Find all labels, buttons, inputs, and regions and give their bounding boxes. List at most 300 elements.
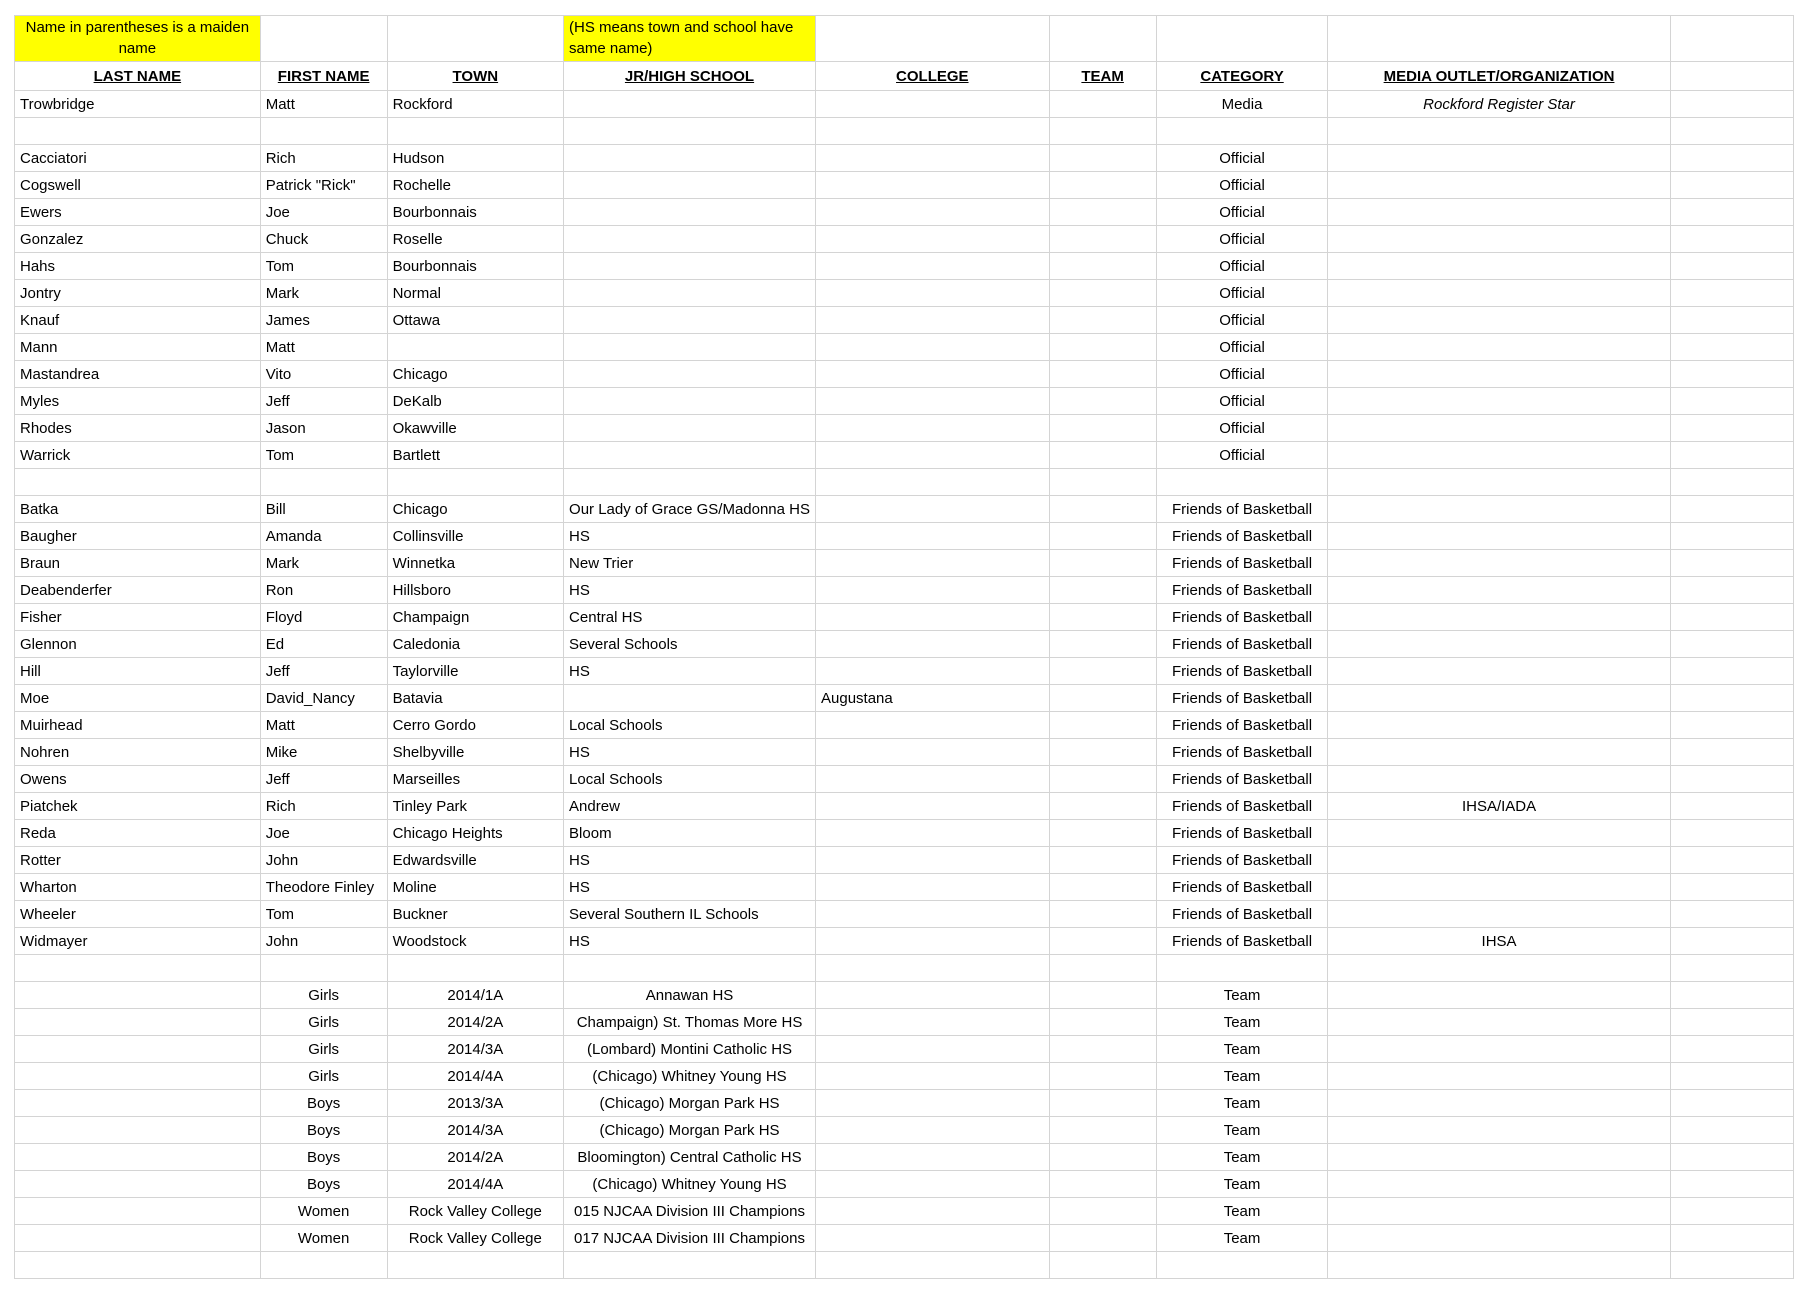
cell-jr-high-school[interactable] [564,955,816,982]
cell-extra[interactable] [1670,1009,1793,1036]
cell-college[interactable]: Augustana [816,685,1050,712]
cell-first-name[interactable]: Women [260,1198,387,1225]
cell-jr-high-school[interactable]: HS [564,874,816,901]
cell-media-outlet-organization[interactable] [1328,982,1670,1009]
cell-category[interactable]: Friends of Basketball [1156,847,1328,874]
cell-first-name[interactable]: Mike [260,739,387,766]
cell-jr-high-school[interactable] [564,334,816,361]
cell-category[interactable]: Friends of Basketball [1156,523,1328,550]
cell-team[interactable] [1049,1198,1156,1225]
cell-town[interactable]: Batavia [387,685,563,712]
cell-category[interactable]: Official [1156,442,1328,469]
cell-extra[interactable] [1670,253,1793,280]
cell-extra[interactable] [1670,1117,1793,1144]
cell-first-name[interactable]: Matt [260,91,387,118]
cell-category[interactable]: Official [1156,415,1328,442]
cell-town[interactable] [387,118,563,145]
cell-team[interactable] [1049,199,1156,226]
cell-jr-high-school[interactable] [564,361,816,388]
cell-jr-high-school[interactable]: HS [564,928,816,955]
cell-first-name[interactable]: Matt [260,712,387,739]
cell-extra[interactable] [1670,928,1793,955]
cell-jr-high-school[interactable]: HS [564,523,816,550]
cell-media-outlet-organization[interactable] [1328,388,1670,415]
cell-extra[interactable] [1670,793,1793,820]
cell-first-name[interactable]: Matt [260,334,387,361]
empty-cell[interactable] [387,16,563,62]
cell-jr-high-school[interactable]: (Chicago) Morgan Park HS [564,1117,816,1144]
cell-college[interactable] [816,1036,1050,1063]
cell-category[interactable]: Friends of Basketball [1156,901,1328,928]
cell-team[interactable] [1049,874,1156,901]
cell-category[interactable]: Friends of Basketball [1156,685,1328,712]
cell-category[interactable]: Friends of Basketball [1156,550,1328,577]
cell-team[interactable] [1049,226,1156,253]
cell-extra[interactable] [1670,388,1793,415]
cell-category[interactable]: Official [1156,199,1328,226]
cell-jr-high-school[interactable] [564,226,816,253]
cell-jr-high-school[interactable]: (Lombard) Montini Catholic HS [564,1036,816,1063]
cell-team[interactable] [1049,1009,1156,1036]
cell-last-name[interactable] [15,1171,261,1198]
cell-extra[interactable] [1670,496,1793,523]
cell-category[interactable]: Friends of Basketball [1156,631,1328,658]
cell-extra[interactable] [1670,820,1793,847]
cell-extra[interactable] [1670,685,1793,712]
cell-college[interactable] [816,739,1050,766]
cell-extra[interactable] [1670,1063,1793,1090]
cell-team[interactable] [1049,361,1156,388]
cell-jr-high-school[interactable] [564,253,816,280]
cell-last-name[interactable]: Baugher [15,523,261,550]
empty-cell[interactable] [1049,16,1156,62]
cell-category[interactable]: Friends of Basketball [1156,874,1328,901]
cell-media-outlet-organization[interactable]: IHSA/IADA [1328,793,1670,820]
cell-extra[interactable] [1670,874,1793,901]
cell-extra[interactable] [1670,442,1793,469]
cell-last-name[interactable]: Gonzalez [15,226,261,253]
cell-jr-high-school[interactable]: 015 NJCAA Division III Champions [564,1198,816,1225]
cell-last-name[interactable]: Glennon [15,631,261,658]
column-header-college[interactable]: COLLEGE [816,62,1050,91]
cell-media-outlet-organization[interactable] [1328,334,1670,361]
cell-jr-high-school[interactable] [564,280,816,307]
cell-extra[interactable] [1670,172,1793,199]
cell-college[interactable] [816,469,1050,496]
cell-college[interactable] [816,1252,1050,1279]
cell-college[interactable] [816,712,1050,739]
cell-jr-high-school[interactable]: (Chicago) Whitney Young HS [564,1063,816,1090]
cell-team[interactable] [1049,712,1156,739]
cell-extra[interactable] [1670,1252,1793,1279]
cell-category[interactable]: Team [1156,1198,1328,1225]
cell-team[interactable] [1049,739,1156,766]
cell-college[interactable] [816,334,1050,361]
cell-town[interactable]: Bourbonnais [387,199,563,226]
cell-category[interactable] [1156,1252,1328,1279]
cell-media-outlet-organization[interactable] [1328,415,1670,442]
cell-jr-high-school[interactable]: HS [564,739,816,766]
cell-category[interactable]: Team [1156,1036,1328,1063]
cell-first-name[interactable]: Boys [260,1117,387,1144]
cell-media-outlet-organization[interactable] [1328,685,1670,712]
cell-team[interactable] [1049,982,1156,1009]
cell-media-outlet-organization[interactable] [1328,1225,1670,1252]
cell-college[interactable] [816,1225,1050,1252]
cell-last-name[interactable]: Muirhead [15,712,261,739]
cell-last-name[interactable] [15,1009,261,1036]
cell-last-name[interactable]: Wharton [15,874,261,901]
cell-first-name[interactable]: Tom [260,442,387,469]
cell-last-name[interactable]: Myles [15,388,261,415]
cell-category[interactable]: Official [1156,334,1328,361]
cell-college[interactable] [816,793,1050,820]
cell-first-name[interactable]: Chuck [260,226,387,253]
cell-first-name[interactable] [260,1252,387,1279]
cell-town[interactable]: 2014/4A [387,1171,563,1198]
cell-media-outlet-organization[interactable] [1328,118,1670,145]
column-header-extra[interactable] [1670,62,1793,91]
cell-first-name[interactable]: John [260,928,387,955]
cell-last-name[interactable]: Mann [15,334,261,361]
column-header-last-name[interactable]: LAST NAME [15,62,261,91]
cell-last-name[interactable] [15,118,261,145]
cell-category[interactable]: Team [1156,1171,1328,1198]
cell-first-name[interactable]: Jeff [260,388,387,415]
cell-category[interactable]: Friends of Basketball [1156,658,1328,685]
cell-last-name[interactable]: Wheeler [15,901,261,928]
cell-extra[interactable] [1670,1036,1793,1063]
cell-last-name[interactable] [15,1225,261,1252]
cell-jr-high-school[interactable]: Local Schools [564,766,816,793]
cell-category[interactable]: Team [1156,1144,1328,1171]
cell-jr-high-school[interactable]: HS [564,577,816,604]
cell-extra[interactable] [1670,1171,1793,1198]
cell-last-name[interactable] [15,1063,261,1090]
cell-team[interactable] [1049,1090,1156,1117]
cell-college[interactable] [816,307,1050,334]
cell-team[interactable] [1049,928,1156,955]
cell-jr-high-school[interactable]: Andrew [564,793,816,820]
empty-cell[interactable] [1328,16,1670,62]
cell-extra[interactable] [1670,361,1793,388]
cell-town[interactable]: Rockford [387,91,563,118]
cell-college[interactable] [816,361,1050,388]
cell-first-name[interactable]: Rich [260,145,387,172]
cell-first-name[interactable]: John [260,847,387,874]
cell-category[interactable]: Team [1156,1090,1328,1117]
cell-extra[interactable] [1670,91,1793,118]
cell-media-outlet-organization[interactable]: Rockford Register Star [1328,91,1670,118]
cell-extra[interactable] [1670,523,1793,550]
cell-college[interactable] [816,901,1050,928]
cell-town[interactable]: Marseilles [387,766,563,793]
cell-college[interactable] [816,550,1050,577]
cell-first-name[interactable]: Mark [260,280,387,307]
cell-college[interactable] [816,172,1050,199]
cell-jr-high-school[interactable] [564,388,816,415]
cell-town[interactable] [387,1252,563,1279]
cell-category[interactable]: Media [1156,91,1328,118]
cell-team[interactable] [1049,388,1156,415]
cell-team[interactable] [1049,685,1156,712]
cell-first-name[interactable]: Mark [260,550,387,577]
cell-extra[interactable] [1670,226,1793,253]
cell-extra[interactable] [1670,334,1793,361]
cell-category[interactable]: Friends of Basketball [1156,766,1328,793]
cell-college[interactable] [816,604,1050,631]
cell-town[interactable]: Tinley Park [387,793,563,820]
cell-first-name[interactable]: Jason [260,415,387,442]
cell-media-outlet-organization[interactable]: IHSA [1328,928,1670,955]
cell-jr-high-school[interactable]: 017 NJCAA Division III Champions [564,1225,816,1252]
cell-jr-high-school[interactable]: Bloomington) Central Catholic HS [564,1144,816,1171]
cell-jr-high-school[interactable]: Our Lady of Grace GS/Madonna HS [564,496,816,523]
cell-last-name[interactable]: Braun [15,550,261,577]
cell-team[interactable] [1049,793,1156,820]
cell-jr-high-school[interactable] [564,307,816,334]
cell-last-name[interactable] [15,1090,261,1117]
cell-last-name[interactable]: Ewers [15,199,261,226]
cell-media-outlet-organization[interactable] [1328,1090,1670,1117]
cell-media-outlet-organization[interactable] [1328,739,1670,766]
cell-last-name[interactable]: Moe [15,685,261,712]
cell-jr-high-school[interactable] [564,1252,816,1279]
cell-media-outlet-organization[interactable] [1328,1117,1670,1144]
cell-town[interactable]: Rochelle [387,172,563,199]
cell-last-name[interactable]: Warrick [15,442,261,469]
cell-category[interactable]: Official [1156,253,1328,280]
cell-last-name[interactable] [15,1144,261,1171]
cell-college[interactable] [816,1063,1050,1090]
cell-media-outlet-organization[interactable] [1328,280,1670,307]
cell-college[interactable] [816,496,1050,523]
cell-last-name[interactable] [15,469,261,496]
cell-town[interactable]: Chicago [387,496,563,523]
cell-first-name[interactable]: Vito [260,361,387,388]
cell-extra[interactable] [1670,658,1793,685]
cell-media-outlet-organization[interactable] [1328,766,1670,793]
cell-college[interactable] [816,280,1050,307]
cell-last-name[interactable]: Cogswell [15,172,261,199]
cell-last-name[interactable] [15,982,261,1009]
cell-college[interactable] [816,820,1050,847]
cell-jr-high-school[interactable] [564,91,816,118]
cell-extra[interactable] [1670,739,1793,766]
cell-town[interactable]: Hudson [387,145,563,172]
cell-first-name[interactable]: Girls [260,1009,387,1036]
cell-college[interactable] [816,145,1050,172]
cell-town[interactable]: Chicago Heights [387,820,563,847]
cell-college[interactable] [816,91,1050,118]
cell-first-name[interactable]: Jeff [260,766,387,793]
cell-first-name[interactable]: Jeff [260,658,387,685]
cell-media-outlet-organization[interactable] [1328,442,1670,469]
cell-extra[interactable] [1670,712,1793,739]
cell-first-name[interactable]: Boys [260,1144,387,1171]
cell-first-name[interactable]: Theodore Finley [260,874,387,901]
cell-town[interactable]: Winnetka [387,550,563,577]
cell-media-outlet-organization[interactable] [1328,550,1670,577]
cell-team[interactable] [1049,766,1156,793]
cell-last-name[interactable]: Nohren [15,739,261,766]
cell-team[interactable] [1049,1144,1156,1171]
cell-first-name[interactable] [260,469,387,496]
cell-category[interactable]: Official [1156,172,1328,199]
cell-team[interactable] [1049,577,1156,604]
cell-team[interactable] [1049,415,1156,442]
column-header-first-name[interactable]: FIRST NAME [260,62,387,91]
cell-team[interactable] [1049,307,1156,334]
cell-last-name[interactable]: Deabenderfer [15,577,261,604]
cell-jr-high-school[interactable] [564,685,816,712]
cell-town[interactable]: Ottawa [387,307,563,334]
cell-town[interactable]: Taylorville [387,658,563,685]
cell-first-name[interactable]: Boys [260,1090,387,1117]
cell-last-name[interactable]: Fisher [15,604,261,631]
cell-media-outlet-organization[interactable] [1328,820,1670,847]
cell-last-name[interactable]: Hahs [15,253,261,280]
cell-town[interactable]: Hillsboro [387,577,563,604]
cell-first-name[interactable]: Amanda [260,523,387,550]
cell-team[interactable] [1049,1171,1156,1198]
cell-media-outlet-organization[interactable] [1328,847,1670,874]
cell-team[interactable] [1049,847,1156,874]
cell-first-name[interactable]: Women [260,1225,387,1252]
cell-college[interactable] [816,631,1050,658]
cell-media-outlet-organization[interactable] [1328,172,1670,199]
cell-media-outlet-organization[interactable] [1328,469,1670,496]
cell-first-name[interactable]: Girls [260,982,387,1009]
cell-extra[interactable] [1670,766,1793,793]
cell-first-name[interactable]: James [260,307,387,334]
cell-extra[interactable] [1670,307,1793,334]
cell-category[interactable]: Team [1156,1225,1328,1252]
cell-team[interactable] [1049,253,1156,280]
cell-jr-high-school[interactable]: HS [564,658,816,685]
cell-team[interactable] [1049,658,1156,685]
cell-college[interactable] [816,658,1050,685]
cell-extra[interactable] [1670,604,1793,631]
cell-team[interactable] [1049,91,1156,118]
cell-town[interactable]: Buckner [387,901,563,928]
cell-last-name[interactable]: Owens [15,766,261,793]
cell-jr-high-school[interactable] [564,415,816,442]
cell-jr-high-school[interactable]: Central HS [564,604,816,631]
cell-last-name[interactable]: Widmayer [15,928,261,955]
cell-extra[interactable] [1670,469,1793,496]
cell-jr-high-school[interactable] [564,469,816,496]
cell-category[interactable] [1156,118,1328,145]
cell-media-outlet-organization[interactable] [1328,361,1670,388]
cell-college[interactable] [816,982,1050,1009]
cell-media-outlet-organization[interactable] [1328,307,1670,334]
cell-first-name[interactable]: Patrick "Rick" [260,172,387,199]
cell-team[interactable] [1049,469,1156,496]
cell-category[interactable]: Friends of Basketball [1156,928,1328,955]
cell-category[interactable]: Official [1156,361,1328,388]
cell-town[interactable]: Roselle [387,226,563,253]
cell-team[interactable] [1049,820,1156,847]
cell-extra[interactable] [1670,1090,1793,1117]
cell-last-name[interactable]: Reda [15,820,261,847]
cell-first-name[interactable] [260,955,387,982]
cell-first-name[interactable]: Floyd [260,604,387,631]
cell-extra[interactable] [1670,280,1793,307]
cell-category[interactable]: Official [1156,226,1328,253]
cell-town[interactable] [387,955,563,982]
cell-team[interactable] [1049,1036,1156,1063]
cell-town[interactable] [387,469,563,496]
cell-jr-high-school[interactable] [564,118,816,145]
cell-college[interactable] [816,577,1050,604]
cell-last-name[interactable]: Trowbridge [15,91,261,118]
cell-town[interactable]: 2014/1A [387,982,563,1009]
cell-college[interactable] [816,226,1050,253]
cell-college[interactable] [816,955,1050,982]
cell-town[interactable]: Normal [387,280,563,307]
cell-team[interactable] [1049,118,1156,145]
cell-town[interactable]: Rock Valley College [387,1198,563,1225]
cell-media-outlet-organization[interactable] [1328,631,1670,658]
cell-jr-high-school[interactable]: Several Southern IL Schools [564,901,816,928]
cell-last-name[interactable]: Piatchek [15,793,261,820]
cell-town[interactable]: Champaign [387,604,563,631]
cell-first-name[interactable]: Joe [260,199,387,226]
cell-extra[interactable] [1670,199,1793,226]
cell-extra[interactable] [1670,1198,1793,1225]
cell-category[interactable] [1156,469,1328,496]
cell-extra[interactable] [1670,955,1793,982]
cell-last-name[interactable]: Cacciatori [15,145,261,172]
cell-extra[interactable] [1670,631,1793,658]
cell-first-name[interactable] [260,118,387,145]
cell-extra[interactable] [1670,550,1793,577]
cell-media-outlet-organization[interactable] [1328,523,1670,550]
cell-extra[interactable] [1670,1225,1793,1252]
cell-college[interactable] [816,199,1050,226]
cell-college[interactable] [816,118,1050,145]
cell-team[interactable] [1049,442,1156,469]
cell-jr-high-school[interactable]: New Trier [564,550,816,577]
cell-team[interactable] [1049,280,1156,307]
column-header-jr-high-school[interactable]: JR/HIGH SCHOOL [564,62,816,91]
cell-media-outlet-organization[interactable] [1328,496,1670,523]
cell-category[interactable]: Friends of Basketball [1156,577,1328,604]
cell-town[interactable]: Shelbyville [387,739,563,766]
cell-extra[interactable] [1670,118,1793,145]
cell-category[interactable]: Official [1156,145,1328,172]
cell-last-name[interactable] [15,1252,261,1279]
cell-jr-high-school[interactable] [564,172,816,199]
cell-jr-high-school[interactable] [564,442,816,469]
cell-college[interactable] [816,415,1050,442]
cell-media-outlet-organization[interactable] [1328,712,1670,739]
cell-town[interactable]: 2014/2A [387,1009,563,1036]
cell-media-outlet-organization[interactable] [1328,577,1670,604]
cell-team[interactable] [1049,334,1156,361]
cell-town[interactable]: 2014/2A [387,1144,563,1171]
cell-category[interactable] [1156,955,1328,982]
cell-jr-high-school[interactable]: Several Schools [564,631,816,658]
cell-town[interactable]: Bartlett [387,442,563,469]
cell-category[interactable]: Friends of Basketball [1156,712,1328,739]
column-header-team[interactable]: TEAM [1049,62,1156,91]
cell-extra[interactable] [1670,901,1793,928]
empty-cell[interactable] [816,16,1050,62]
cell-extra[interactable] [1670,847,1793,874]
cell-team[interactable] [1049,172,1156,199]
